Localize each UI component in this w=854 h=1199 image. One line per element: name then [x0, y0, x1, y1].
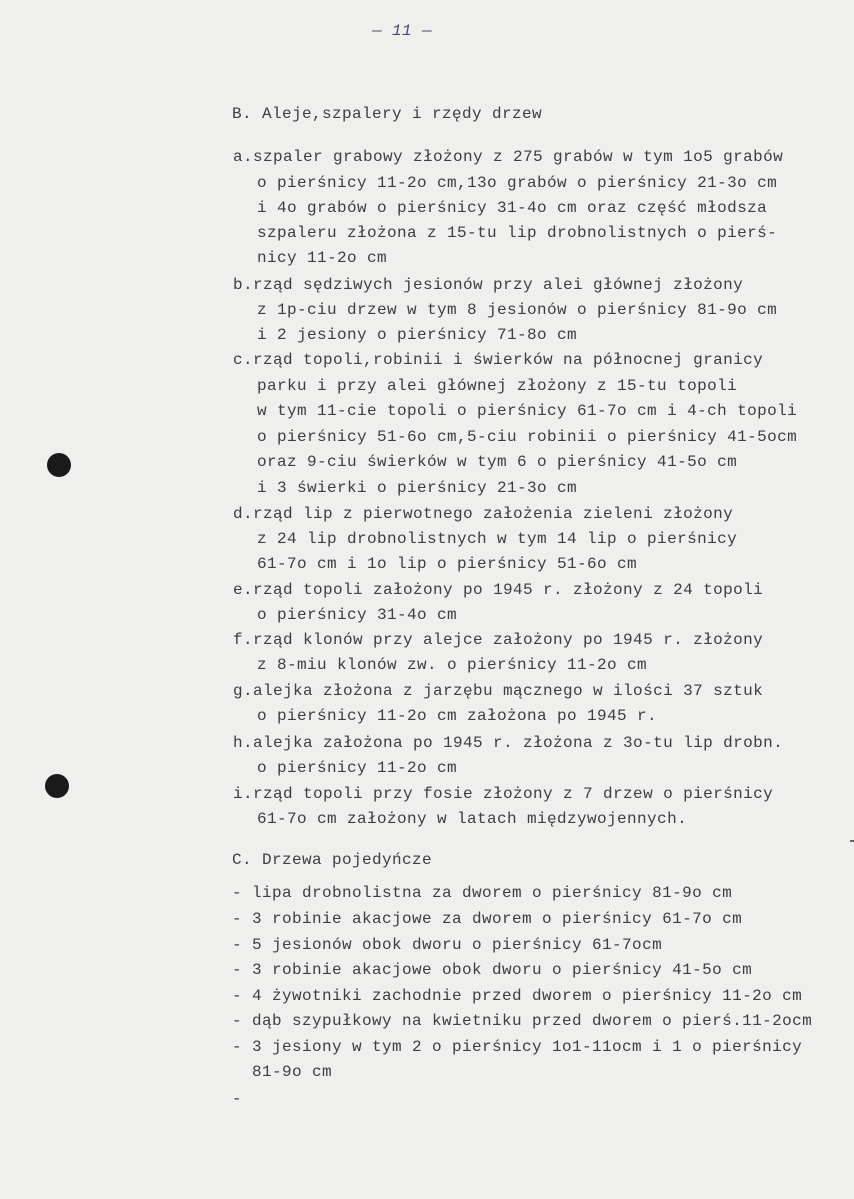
list-item-line: parku i przy alei głównej złożony z 15-tu topoli [257, 377, 738, 395]
list-item-line: w tym 11-cie topoli o pierśnicy 61-7o cm i 4-ch topoli [257, 402, 798, 420]
list-item-line: f.rząd klonów przy alejce założony po 1945 r. złożony [233, 631, 764, 649]
list-item-line: z 1p-ciu drzew w tym 8 jesionów o pierśnicy 81-9o cm [257, 301, 778, 319]
tree-list-item: - 4 żywotniki zachodnie przed dworem o pierśnicy 11-2o cm [232, 987, 803, 1005]
punch-hole [47, 453, 71, 477]
list-item-line: 61-7o cm założony w latach międzywojennych. [257, 810, 688, 828]
list-item-line: o pierśnicy 11-2o cm [257, 759, 458, 777]
list-item-line: i.rząd topoli przy fosie złożony z 7 drzew o pierśnicy [233, 785, 774, 803]
list-item-line: a.szpaler grabowy złożony z 275 grabów w tym 1o5 grabów [233, 148, 784, 166]
section-b-heading: B. Aleje,szpalery i rzędy drzew [232, 105, 543, 123]
list-item-line: i 4o grabów o pierśnicy 31-4o cm oraz część młodsza [257, 199, 768, 217]
list-item-line: o pierśnicy 11-2o cm założona po 1945 r. [257, 707, 658, 725]
list-item-line: i 3 świerki o pierśnicy 21-3o cm [257, 479, 578, 497]
list-item-line: g.alejka złożona z jarzębu mącznego w ilości 37 sztuk [233, 682, 764, 700]
list-item-line: nicy 11-2o cm [257, 249, 388, 267]
list-item-line: e.rząd topoli założony po 1945 r. złożony z 24 topoli [233, 581, 764, 599]
list-item-line: b.rząd sędziwych jesionów przy alei głównej złożony [233, 276, 744, 294]
list-item-line: o pierśnicy 51-6o cm,5-ciu robinii o pierśnicy 41-5ocm [257, 428, 798, 446]
list-item-line: o pierśnicy 31-4o cm [257, 606, 458, 624]
tree-list-item: - 3 robinie akacjowe za dworem o pierśnicy 61-7o cm [232, 910, 743, 928]
tree-list-item: - lipa drobnolistna za dworem o pierśnicy 81-9o cm [232, 884, 733, 902]
page-number: — 11 — [372, 22, 433, 40]
section-c-heading: C. Drzewa pojedyńcze [232, 851, 433, 869]
tree-list-item: - 3 robinie akacjowe obok dworu o pierśnicy 41-5o cm [232, 961, 753, 979]
list-item-line: o pierśnicy 11-2o cm,13o grabów o pierśnicy 21-3o cm [257, 174, 778, 192]
list-item-line: c.rząd topoli,robinii i świerków na północnej granicy [233, 351, 764, 369]
list-item-line: szpaleru złożona z 15-tu lip drobnolistnych o pierś- [257, 224, 778, 242]
punch-hole [45, 774, 69, 798]
list-item-line: i 2 jesiony o pierśnicy 71-8o cm [257, 326, 578, 344]
tree-list-item: - [232, 1090, 243, 1108]
list-item-line: oraz 9-ciu świerków w tym 6 o pierśnicy 41-5o cm [257, 453, 738, 471]
list-item-line: 61-7o cm i 1o lip o pierśnicy 51-6o cm [257, 555, 638, 573]
list-item-line: h.alejka założona po 1945 r. złożona z 3o-tu lip drobn. [233, 734, 784, 752]
list-item-line: z 8-miu klonów zw. o pierśnicy 11-2o cm [257, 656, 648, 674]
list-item-line: d.rząd lip z pierwotnego założenia zieleni złożony [233, 505, 734, 523]
tree-list-item: 81-9o cm [232, 1063, 333, 1081]
margin-mark [850, 840, 854, 842]
tree-list-item: - 5 jesionów obok dworu o pierśnicy 61-7ocm [232, 936, 663, 954]
tree-list-item: - 3 jesiony w tym 2 o pierśnicy 1o1-11ocm i 1 o pierśnicy [232, 1038, 803, 1056]
tree-list-item: - dąb szypułkowy na kwietniku przed dworem o pierś.11-2ocm [232, 1012, 813, 1030]
list-item-line: z 24 lip drobnolistnych w tym 14 lip o pierśnicy [257, 530, 738, 548]
